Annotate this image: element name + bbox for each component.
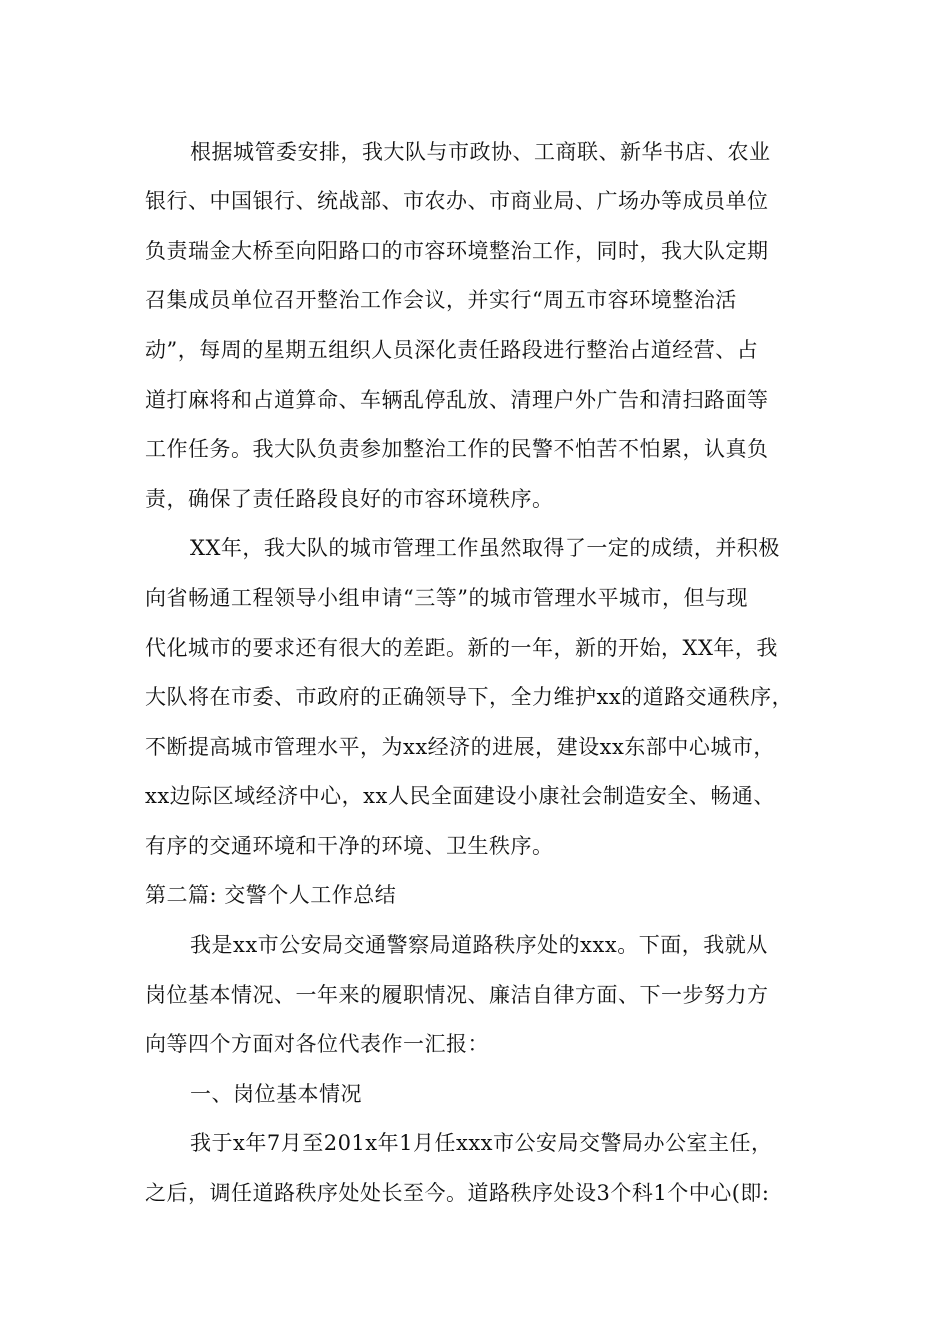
body-text-line: 向等四个方面对各位代表作一汇报： <box>145 1032 489 1056</box>
body-text-line: 我是xx市公安局交通警察局道路秩序处的xxx。下面，我就从 <box>190 933 768 957</box>
body-text-line: 召集成员单位召开整治工作会议，并实行“周五市容环境整治活 <box>145 288 737 312</box>
body-text-line: 银行、中国银行、统战部、市农办、市商业局、广场办等成员单位 <box>145 189 769 213</box>
body-text-line: 我于x年7月至201x年1月任xxx市公安局交警局办公室主任， <box>190 1131 773 1155</box>
body-text-line: 岗位基本情况、一年来的履职情况、廉洁自律方面、下一步努力方 <box>145 983 769 1007</box>
body-text-line: 道打麻将和占道算命、车辆乱停乱放、清理户外广告和清扫路面等 <box>145 388 769 412</box>
body-text-line: 有序的交通环境和干净的环境、卫生秩序。 <box>145 834 554 858</box>
body-text-line: 责，确保了责任路段良好的市容环境秩序。 <box>145 487 554 511</box>
body-text-line: xx边际区域经济中心，xx人民全面建设小康社会制造安全、畅通、 <box>145 784 775 808</box>
body-text-line: 动”，每周的星期五组织人员深化责任路段进行整治占道经营、占 <box>145 338 759 362</box>
body-text-line: 根据城管委安排，我大队与市政协、工商联、新华书店、农业 <box>190 140 771 164</box>
body-text-line: 不断提高城市管理水平，为xx经济的进展，建设xx东部中心城市， <box>145 735 775 759</box>
body-text-line: 大队将在市委、市政府的正确领导下，全力维护xx的道路交通秩序， <box>145 685 794 709</box>
body-text-line: 代化城市的要求还有很大的差距。新的一年，新的开始，XX年，我 <box>145 636 778 660</box>
body-text-line: XX年，我大队的城市管理工作虽然取得了一定的成绩，并积极 <box>190 536 780 560</box>
body-text-line: 之后，调任道路秩序处处长至今。道路秩序处设3个科1个中心(即: <box>145 1181 770 1205</box>
subsection-heading: 一、岗位基本情况 <box>190 1082 362 1106</box>
section-heading: 第二篇: 交警个人工作总结 <box>145 883 397 907</box>
body-text-line: 向省畅通工程领导小组申请“三等”的城市管理水平城市，但与现 <box>145 586 748 610</box>
body-text-line: 负责瑞金大桥至向阳路口的市容环境整治工作，同时，我大队定期 <box>145 239 769 263</box>
body-text-line: 工作任务。我大队负责参加整治工作的民警不怕苦不怕累，认真负 <box>145 437 769 461</box>
